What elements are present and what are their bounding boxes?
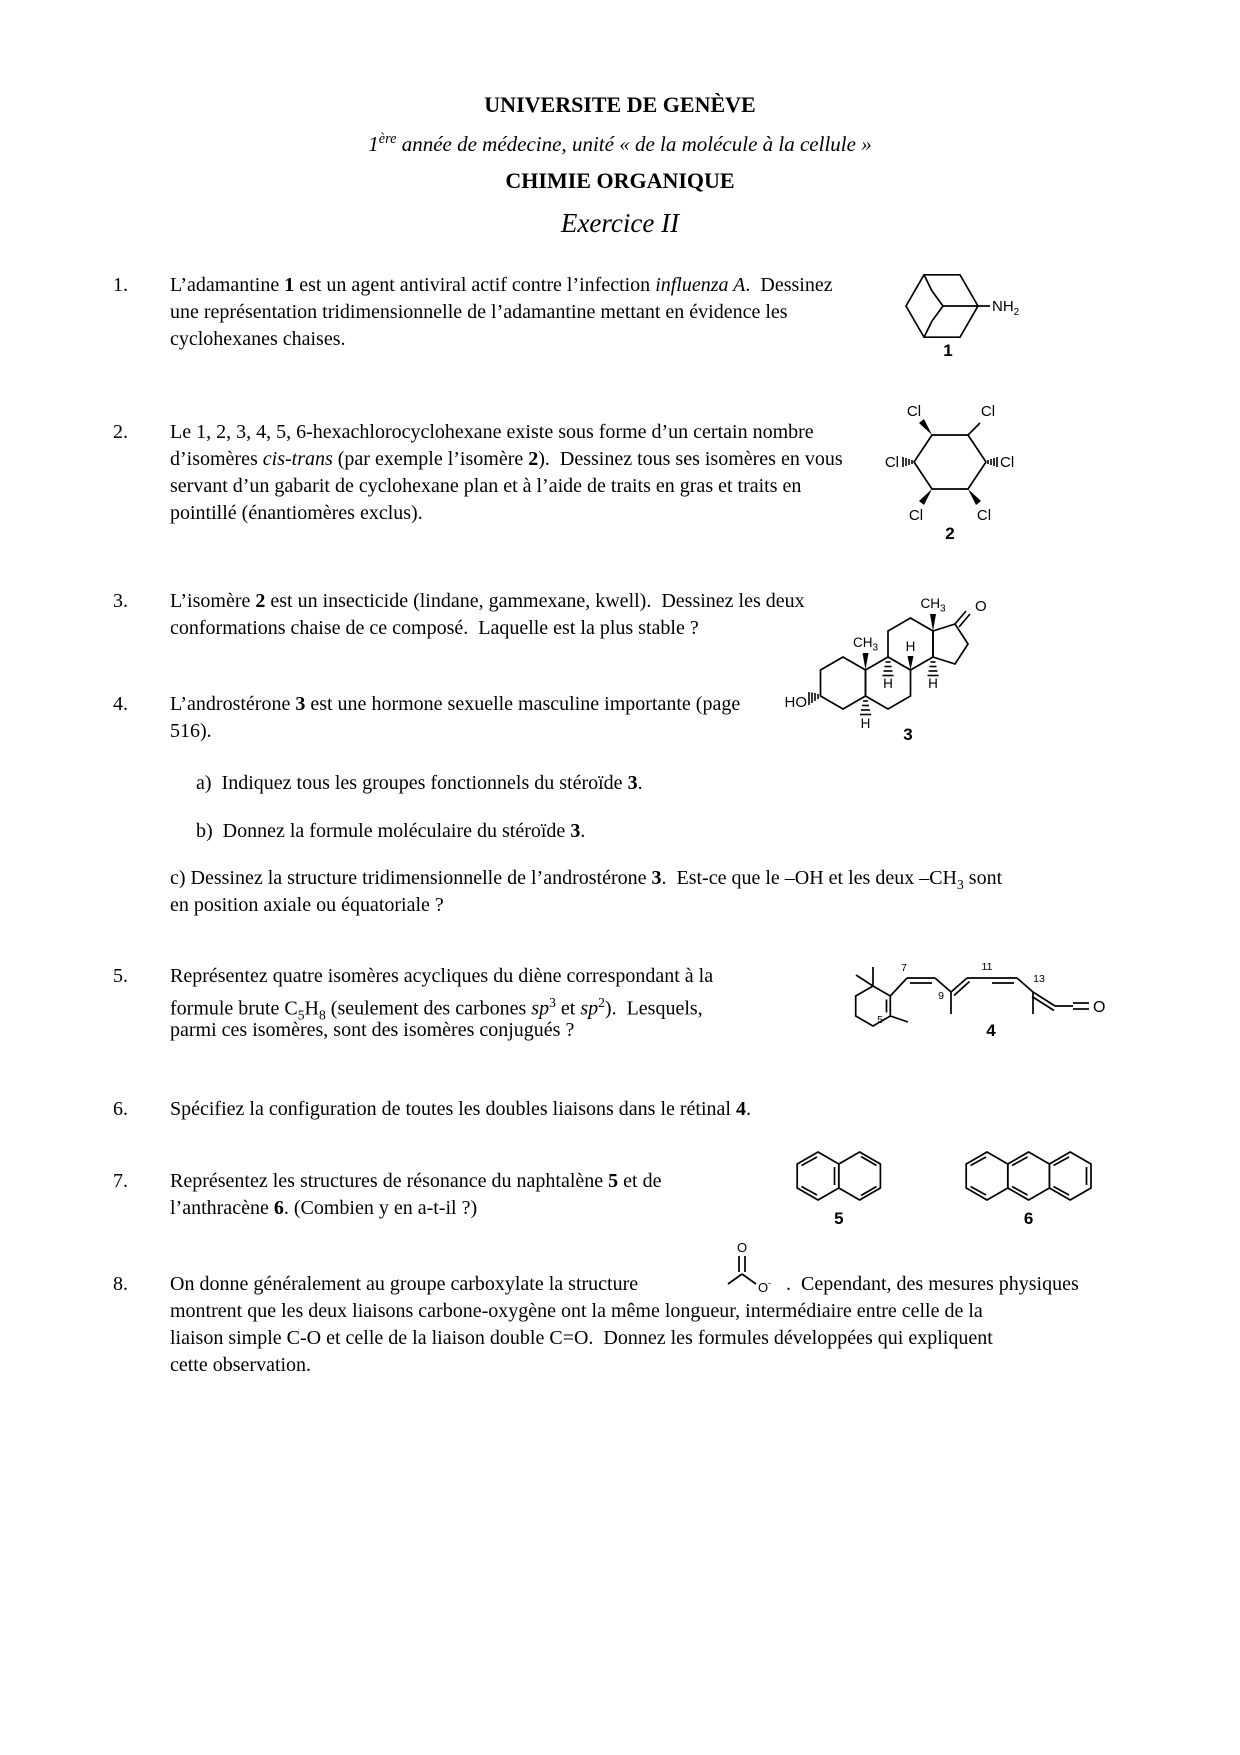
cl-label-right: Cl <box>1000 454 1015 471</box>
item-4-sub-b: b) Donnez la formule moléculaire du stéroïde 3. <box>196 820 586 842</box>
item-8-line-2: montrent que les deux liaisons carbone-oxygène ont la même longueur, intermédiaire entre celle de la <box>170 1300 983 1322</box>
course-name: CHIMIE ORGANIQUE <box>505 168 735 193</box>
compound-1-label: 1 <box>943 341 953 360</box>
structure-naphthalene <box>783 1136 895 1228</box>
item-1-line-1: L’adamantine 1 est un agent antiviral actif contre l’infection influenza A. Dessinez <box>170 274 833 296</box>
item-4-line-1: L’androstérone 3 est une hormone sexuelle masculine importante (page <box>170 693 741 715</box>
carbon-9-number: 9 <box>938 990 944 1002</box>
item-5-number: 5. <box>113 965 128 987</box>
item-4-number: 4. <box>113 693 128 715</box>
carbon-13-number: 13 <box>1033 973 1045 985</box>
item-8-line-4: cette observation. <box>170 1354 312 1376</box>
h-c5-label: H <box>860 716 871 731</box>
anthracene-skeleton <box>966 1152 1091 1200</box>
retinal-skeleton <box>856 967 1089 1026</box>
exercise-title: Exercice II <box>560 208 680 238</box>
cl-label-top-left: Cl <box>906 403 922 420</box>
h-c14-label: H <box>928 676 938 691</box>
item-3-line-2: conformations chaise de ce composé. Laquelle est la plus stable ? <box>170 617 699 639</box>
compound-6-label: 6 <box>1023 1209 1034 1228</box>
item-7-line-1: Représentez les structures de résonance du naphtalène 5 et de <box>170 1170 662 1192</box>
h-c8-label: H <box>905 639 916 654</box>
item-3-number: 3. <box>113 590 128 612</box>
lindane-skeleton <box>903 419 997 505</box>
cl-label-bottom-left: Cl <box>908 507 924 524</box>
item-4-sub-c-line-2: en position axiale ou équatoriale ? <box>170 894 444 916</box>
structure-retinal <box>833 922 1115 1050</box>
ketone-oxygen-label: O <box>975 598 987 615</box>
compound-5-label: 5 <box>834 1209 844 1228</box>
carboxylate-skeleton <box>728 1256 756 1284</box>
course-subtitle: 1ère année de médecine, unité « de la molécule à la cellule » <box>368 131 872 156</box>
cl-label-left: Cl <box>884 454 899 471</box>
methyl-c18-label: $CH_3$ <box>920 596 946 615</box>
university-title: UNIVERSITE DE GENÈVE <box>484 92 756 117</box>
item-4-sub-a: a) Indiquez tous les groupes fonctionnels du stéroïde 3. <box>196 772 643 794</box>
item-2-line-4: pointillé (énantiomères exclus). <box>170 502 423 524</box>
naphthalene-skeleton <box>797 1152 880 1200</box>
compound-3-label: 3 <box>903 725 913 744</box>
item-7-number: 7. <box>113 1170 128 1192</box>
item-8-line-1-pre: On donne généralement au groupe carboxylate la structure <box>170 1273 639 1295</box>
item-2-line-1: Le 1, 2, 3, 4, 5, 6-hexachlorocyclohexane existe sous forme d’un certain nombre <box>170 421 814 443</box>
androsterone-skeleton <box>809 611 970 715</box>
structure-lindane <box>878 396 1038 544</box>
carbon-11-number: 11 <box>981 961 993 973</box>
carboxylate-o-minus-label: O- <box>758 1278 772 1295</box>
amine-label: $NH_2$ <box>992 298 1020 318</box>
hydroxyl-label: HO <box>784 694 807 711</box>
item-4-line-2: 516). <box>170 720 212 742</box>
carbon-7-number: 7 <box>901 962 907 974</box>
item-2-line-2: d’isomères cis-trans (par exemple l’isomère 2). Dessinez tous ses isomères en vous <box>170 448 843 470</box>
item-1-line-2: une représentation tridimensionnelle de l’adamantine mettant en évidence les <box>170 301 788 323</box>
item-1-line-3: cyclohexanes chaises. <box>170 328 346 350</box>
item-8-line-1-post: . Cependant, des mesures physiques <box>786 1273 1079 1295</box>
compound-2-label: 2 <box>945 524 955 543</box>
item-7-line-2: l’anthracène 6. (Combien y en a-t-il ?) <box>170 1197 478 1219</box>
item-8-line-3: liaison simple C-O et celle de la liaison double C=O. Donnez les formules développées qui expliquent <box>170 1327 993 1349</box>
item-5-line-2: formule brute $C_5H_8$ (seulement des carbones $sp^3$ et $sp^2$). Lesquels, <box>170 995 703 1023</box>
cl-label-top-right: Cl <box>980 403 996 420</box>
carboxylate-o-top-label: O <box>736 1240 748 1255</box>
structure-androsterone <box>784 535 995 747</box>
item-2-number: 2. <box>113 421 128 443</box>
cl-label-bottom-right: Cl <box>976 507 992 524</box>
item-1-number: 1. <box>113 274 128 296</box>
item-4-sub-c-line-1: c) Dessinez la structure tridimensionnelle de l’androstérone 3. Est-ce que le –OH et les deux $-CH_3$ sont <box>170 867 1003 892</box>
structure-carboxylate <box>722 1240 778 1298</box>
item-6-number: 6. <box>113 1098 128 1120</box>
compound-4-label: 4 <box>986 1021 996 1040</box>
structure-adamantane <box>890 256 1040 361</box>
methyl-c19-label: $CH_3$ <box>852 635 879 654</box>
item-3-line-1: L’isomère 2 est un insecticide (lindane, gammexane, kwell). Dessinez les deux <box>170 590 805 612</box>
structure-anthracene <box>952 1136 1107 1228</box>
aldehyde-oxygen-label: O <box>1093 999 1106 1016</box>
h-c9-label: H <box>883 676 893 691</box>
item-5-line-3: parmi ces isomères, sont des isomères conjugués ? <box>170 1019 575 1041</box>
carbon-5-number: 5 <box>877 1014 883 1026</box>
item-2-line-3: servant d’un gabarit de cyclohexane plan et à l’aide de traits en gras et traits en <box>170 475 802 497</box>
item-6-line-1: Spécifiez la configuration de toutes les doubles liaisons dans le rétinal 4. <box>170 1098 751 1120</box>
adamantane-skeleton <box>906 275 990 337</box>
item-5-line-1: Représentez quatre isomères acycliques du diène correspondant à la <box>170 965 714 987</box>
item-8-number: 8. <box>113 1273 128 1295</box>
